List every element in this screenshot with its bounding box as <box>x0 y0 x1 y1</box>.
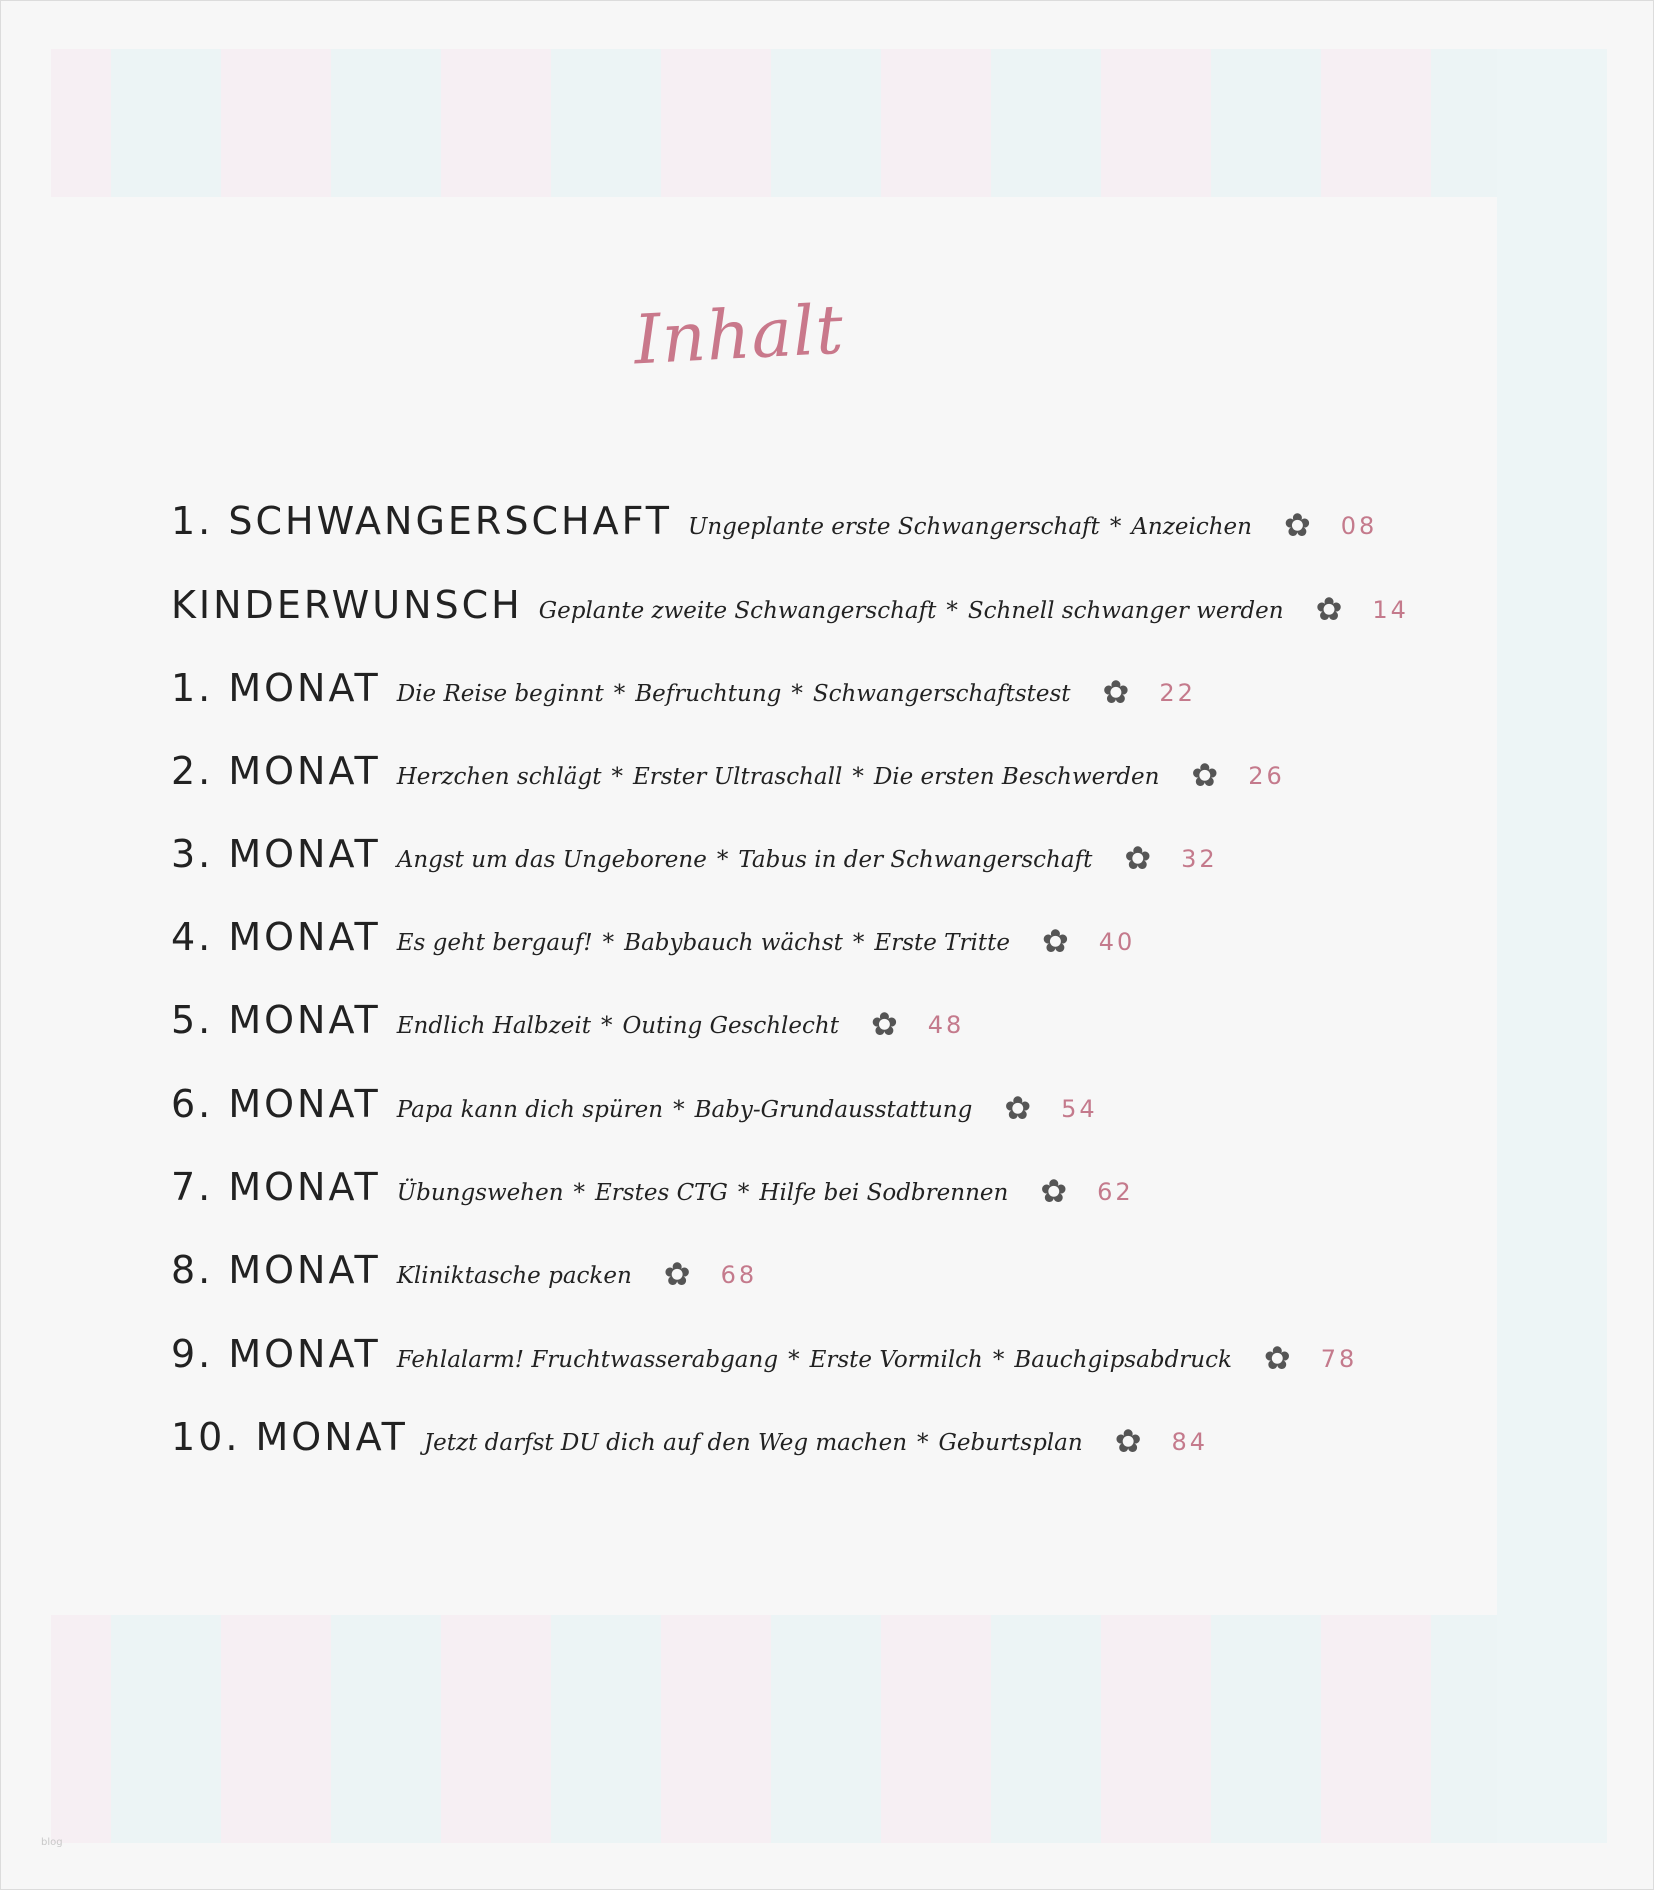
topic-separator: * <box>573 1180 586 1206</box>
toc-entry-heading: 6. MONAT <box>171 1082 381 1126</box>
flower-icon: ✿ <box>1041 922 1069 960</box>
toc-entry-page-number: 78 <box>1320 1345 1358 1373</box>
toc-entry-topic: Bauchgipsabdruck <box>1014 1347 1232 1373</box>
flower-icon: ✿ <box>1191 756 1219 794</box>
toc-entry-topic: Schwangerschaftstest <box>812 681 1071 707</box>
toc-entry-heading: 3. MONAT <box>171 832 381 876</box>
toc-entry-topic: Geplante zweite Schwangerschaft <box>538 598 937 624</box>
topic-separator: * <box>600 1013 613 1039</box>
flower-icon: ✿ <box>1114 1422 1142 1460</box>
toc-entry-topic: Die Reise beginnt <box>396 681 604 707</box>
toc-entry <box>171 832 1218 876</box>
topic-separator: * <box>788 1347 800 1373</box>
toc-entry-topic: Endlich Halbzeit <box>396 1013 591 1039</box>
toc-entry-heading: 5. MONAT <box>171 998 381 1042</box>
topic-separator: * <box>946 598 958 624</box>
flower-icon: ✿ <box>1124 839 1152 877</box>
toc-entry-topic: Papa kann dich spüren <box>396 1097 664 1123</box>
decorative-stripes-bottom <box>1 1615 1653 1843</box>
topic-separator: * <box>1109 514 1122 540</box>
flower-icon: ✿ <box>1040 1172 1068 1210</box>
topic-separator: * <box>613 681 626 707</box>
toc-entry <box>171 749 1285 793</box>
toc-entry-topic: Herzchen schlägt <box>396 764 602 790</box>
topic-separator: * <box>611 764 623 790</box>
toc-entry <box>171 915 1135 959</box>
toc-entry-heading: 1. SCHWANGERSCHAFT <box>171 499 672 543</box>
toc-entry-page-number: 48 <box>927 1011 965 1039</box>
toc-entry-topic: Schnell schwanger werden <box>967 598 1284 624</box>
watermark: blog <box>41 1837 63 1848</box>
toc-entry-topic: Erster Ultraschall <box>632 764 843 790</box>
toc-entry <box>171 1415 1208 1459</box>
toc-entry <box>171 1165 1134 1209</box>
toc-entry-topic: Babybauch wächst <box>624 930 843 956</box>
topic-separator: * <box>602 930 615 956</box>
toc-entry-topic: Erstes CTG <box>595 1180 728 1206</box>
toc-entry-heading: 10. MONAT <box>171 1415 408 1459</box>
toc-entry-topic: Es geht bergauf! <box>396 930 593 956</box>
toc-entry-topic: Die ersten Beschwerden <box>873 764 1160 790</box>
toc-entry-topic: Ungeplante erste Schwangerschaft <box>687 514 1100 540</box>
toc-entry <box>171 583 1409 627</box>
toc-entry-topic: Übungswehen <box>396 1180 564 1206</box>
flower-icon: ✿ <box>1004 1089 1032 1127</box>
toc-entry-page-number: 40 <box>1098 928 1136 956</box>
topic-separator: * <box>992 1347 1005 1373</box>
toc-entry-topic: Erste Tritte <box>874 930 1010 956</box>
page-title: Inhalt <box>632 290 846 381</box>
toc-entry-topic: Jetzt darfst DU dich auf den Weg machen <box>423 1430 908 1456</box>
flower-icon: ✿ <box>1263 1339 1291 1377</box>
flower-icon: ✿ <box>1283 506 1311 544</box>
flower-icon: ✿ <box>663 1255 691 1293</box>
toc-entry <box>171 1082 1098 1126</box>
flower-icon: ✿ <box>1102 673 1130 711</box>
toc-entry-heading: 9. MONAT <box>171 1332 381 1376</box>
topic-separator: * <box>716 847 729 873</box>
toc-entry-page-number: 68 <box>720 1261 758 1289</box>
toc-entry-heading: 1. MONAT <box>171 666 381 710</box>
toc-entry-heading: 4. MONAT <box>171 915 381 959</box>
toc-entry-topic: Tabus in der Schwangerschaft <box>738 847 1093 873</box>
toc-entry-page-number: 32 <box>1181 845 1218 873</box>
toc-entry-topic: Hilfe bei Sodbrennen <box>759 1180 1009 1206</box>
toc-entry-page-number: 22 <box>1159 679 1196 707</box>
flower-icon: ✿ <box>870 1005 898 1043</box>
toc-entry-heading: 2. MONAT <box>171 749 381 793</box>
topic-separator: * <box>737 1180 750 1206</box>
toc-entry-topic: Kliniktasche packen <box>396 1263 632 1289</box>
toc-entry <box>171 998 964 1042</box>
toc-entry-page-number: 08 <box>1340 512 1378 540</box>
toc-entry-topic: Erste Vormilch <box>809 1347 983 1373</box>
toc-entry-topic: Baby-Grundausstattung <box>694 1097 973 1123</box>
toc-entry <box>171 499 1377 543</box>
decorative-stripes-top <box>1 49 1653 197</box>
toc-entry-heading: 7. MONAT <box>171 1165 381 1209</box>
toc-entry-heading: 8. MONAT <box>171 1248 381 1292</box>
toc-entry <box>171 666 1196 710</box>
toc-entry-topic: Geburtsplan <box>938 1430 1083 1456</box>
toc-entry-page-number: 54 <box>1061 1095 1098 1123</box>
toc-entry-page-number: 62 <box>1097 1178 1134 1206</box>
toc-entry-heading: KINDERWUNSCH <box>171 583 523 627</box>
toc-entry-page-number: 14 <box>1372 596 1409 624</box>
toc-entry-topic: Outing Geschlecht <box>622 1013 839 1039</box>
toc-entry-topic: Befruchtung <box>635 681 782 707</box>
toc-entry-topic: Fehlalarm! Fruchtwasserabgang <box>396 1347 779 1373</box>
topic-separator: * <box>852 764 864 790</box>
toc-entry-page-number: 26 <box>1248 762 1285 790</box>
decorative-side-band <box>1497 49 1607 1843</box>
topic-separator: * <box>917 1430 929 1456</box>
flower-icon: ✿ <box>1315 590 1343 628</box>
topic-separator: * <box>673 1097 685 1123</box>
topic-separator: * <box>791 681 803 707</box>
toc-entry-topic: Anzeichen <box>1131 514 1252 540</box>
topic-separator: * <box>852 930 865 956</box>
toc-entry <box>171 1332 1357 1376</box>
toc-entry <box>171 1248 757 1292</box>
toc-entry-topic: Angst um das Ungeborene <box>396 847 707 873</box>
toc-entry-page-number: 84 <box>1171 1428 1209 1456</box>
